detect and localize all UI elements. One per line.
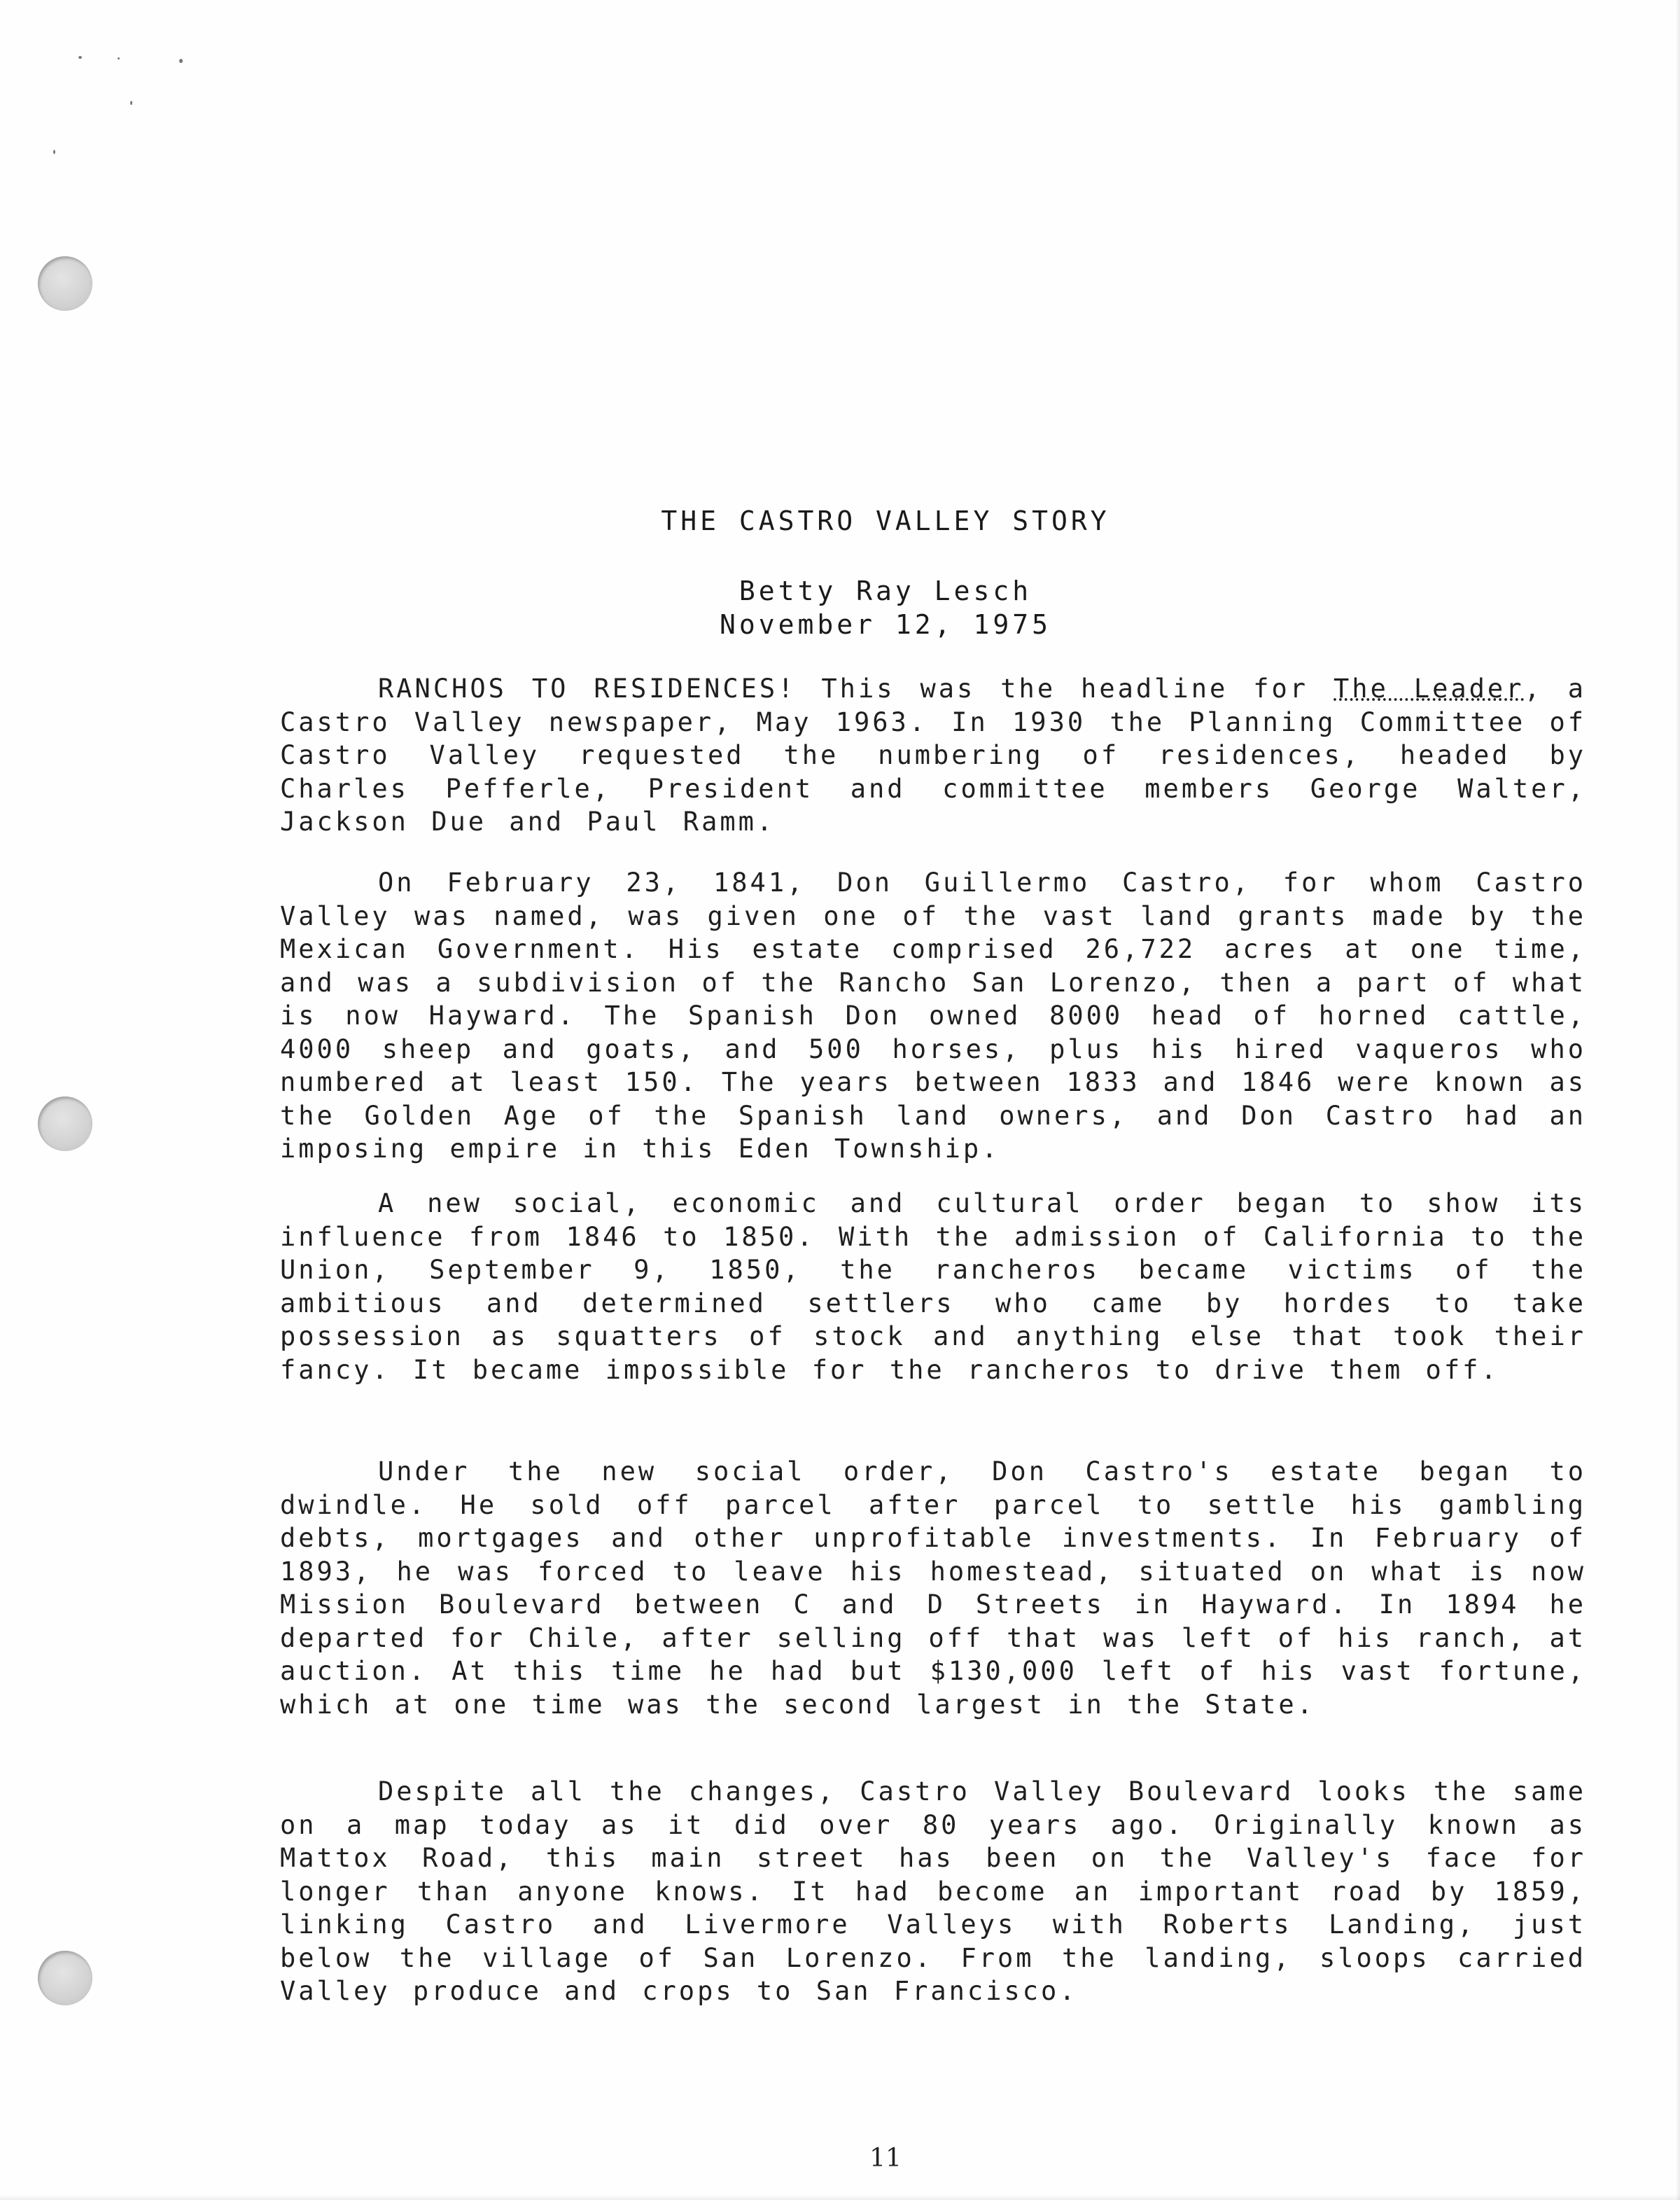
punch-hole <box>38 1951 92 2005</box>
page-number: 11 <box>869 2144 902 2173</box>
punch-hole <box>38 256 92 311</box>
paragraph <box>280 672 1586 839</box>
paragraph: A new social, economic and cultural order began to show its influence from 1846 to 1850. With the admission of California to the Union, September 9, 1850, the rancheros became victims of the ambitious and determined settlers who came by hordes to take possession as squatters of stock and anything else that took their fancy. It became impossible for the rancheros to drive them off. <box>280 1188 1586 1385</box>
paragraph: On February 23, 1841, Don Guillermo Castro, for whom Castro Valley was named, was given one of the vast land grants made by the Mexican Government. His estate comprised 26,722 acres at one time, and was a subdivision of the Rancho San Lorenzo, then a part of what is now Hayward. The Spanish Don owned 8000 head of horned cattle, 4000 sheep and goats, and 500 horses, plus his hired vaqueros who numbered at least 150. The years between 1833 and 1846 were known as the Golden Age of the Spanish land owners, and Don Castro had an imposing empire in this Eden Township. <box>280 868 1586 1164</box>
scan-speck <box>130 101 132 105</box>
paragraph: Despite all the changes, Castro Valley Boulevard looks the same on a map today as it did over 80 years ago. Originally known as Mattox Road, this main street has been on the Valley's face for longer than anyone knows. It had become an important road by 1859, linking Castro and Livermore Valleys with Roberts Landing, just below the village of San Lorenzo. From the landing, sloops carried Valley produce and crops to San Francisco. <box>280 1776 1586 2006</box>
newspaper-name: The Leader <box>1334 674 1525 704</box>
document-date: November 12, 1975 <box>720 609 1051 640</box>
scan-speck <box>118 57 120 60</box>
paragraph: Under the new social order, Don Castro's estate began to dwindle. He sold off parcel after parcel to settle his gambling debts, mortgages and other unprofitable investments. In February of 1893, he was forced to leave his homestead, situated on what is now Mission Boulevard between C and D Streets in Hayward. In 1894 he departed for Chile, after selling off that was left of his ranch, at auction. At this time he had but $130,000 left of his vast fortune, which at one time was the second largest in the State. <box>280 1456 1586 1720</box>
paragraph-text: RANCHOS TO RESIDENCES! This was the headline for <box>378 674 1334 704</box>
scan-speck <box>53 150 55 154</box>
byline <box>0 574 1680 641</box>
page-edge <box>1676 0 1680 2200</box>
author-name: Betty Ray Lesch <box>738 576 1032 606</box>
scan-speck <box>78 56 82 59</box>
document-title: THE CASTRO VALLEY STORY <box>661 506 1110 536</box>
paragraph-text: , a Castro Valley newspaper, May 1963. In 1930 the Planning Committee of Castro Valley requested the numbering of residences, headed by Charles Pefferle, President and committee members George Walter, Jackson Due and Paul Ramm. <box>280 674 1586 837</box>
punch-hole <box>38 1096 92 1151</box>
page-edge <box>0 2194 1680 2200</box>
scan-speck <box>179 59 183 63</box>
